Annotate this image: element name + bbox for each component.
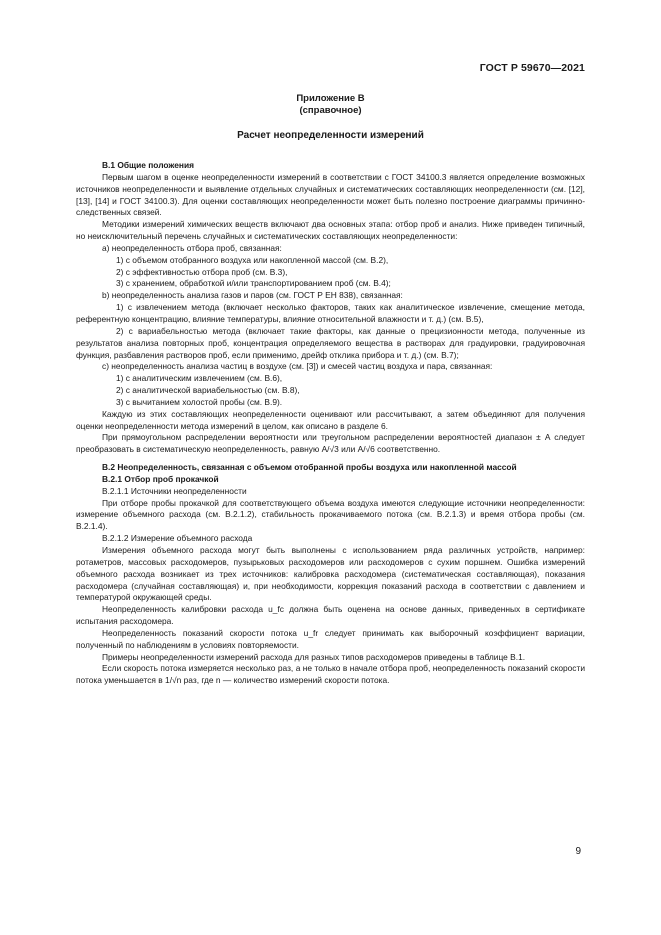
list-item: 2) с аналитической вариабельностью (см. В.8),: [116, 385, 300, 396]
paragraph: Первым шагом в оценке неопределенности измерений в соответствии с ГОСТ 34100.3 является определение возможных источников неопределенности и выявление отдельных случайных и систематических составляющих неопределенности (см. [12], [13], [14] и ГОСТ 34100.3). Для оценки составляющих неопределенности может быть полезно построение диаграммы причинно-следственных связей.: [76, 171, 585, 218]
section-b2-title: В.2 Неопределенность, связанная с объемом отобранной пробы воздуха или накопленной массой: [102, 462, 517, 473]
paragraph: При прямоугольном распределении вероятности или треугольном распределении вероятностей диапазон ± A следует преобразовать в систематическую неопределенность, равную A/√3 или A/√6 соответственно.: [76, 432, 585, 455]
list-item: 2) с вариабельностью метода (включает такие факторы, как данные о прецизионности метода, полученные из результатов анализа повторных проб, концентрация определяемого вещества в растворах для градуировки, градуировочная функция, разбавления растворов проб, если применимо, дрейф отклика прибора и т. д.) (см. В.7);: [76, 325, 585, 360]
section-b21-title: В.2.1 Отбор проб прокачкой: [102, 473, 219, 484]
list-item: b) неопределенность анализа газов и паров (см. ГОСТ Р ЕН 838), связанная:: [102, 290, 403, 301]
list-item: 3) с хранением, обработкой и/или транспортированием проб (см. В.4);: [116, 278, 391, 289]
list-item: 3) с вычитанием холостой пробы (см. В.9).: [116, 396, 283, 407]
paragraph: Неопределенность показаний скорости потока u_fr следует принимать как выборочный коэффициент вариации, полученный по наблюдениям в условиях повторяемости.: [76, 627, 585, 650]
list-item: а) неопределенность отбора проб, связанная:: [102, 242, 282, 253]
paragraph: Неопределенность калибровки расхода u_fc должна быть оценена на основе данных, приведенных в сертификате испытания расходомера.: [76, 604, 585, 627]
subsection-title: В.2.1.2 Измерение объемного расхода: [102, 533, 253, 544]
paragraph: Измерения объемного расхода могут быть выполнены с использованием ряда различных устройств, например: ротаметров, массовых расходомеров, пузырьковых расходомеров или расходомеров с сухим поршнем. Ошибка измерений объемного расхода возникает из трех источников: калибровка расходомера (систематическая составляющая), показания расходомера (случайная составляющая) и, при необходимости, коррекция показаний расхода в соответствии с давлением и температурой окружающей среды.: [76, 545, 585, 603]
paragraph: Если скорость потока измеряется несколько раз, а не только в начале отбора проб, неопределенность показаний скорости потока уменьшается в 1/√n раз, где n — количество измерений скорости потока.: [76, 663, 585, 686]
paragraph: Каждую из этих составляющих неопределенности оценивают или рассчитывают, а затем объединяют для получения оценки неопределенности метода измерений в целом, как описано в разделе 6.: [76, 408, 585, 431]
standard-header: ГОСТ Р 59670—2021: [479, 62, 585, 74]
page-number: 9: [575, 846, 581, 857]
list-item: с) неопределенность анализа частиц в воздухе (см. [3]) и смесей частиц воздуха и пара, связанная:: [102, 361, 493, 372]
list-item: 2) с эффективностью отбора проб (см. В.3),: [116, 266, 288, 277]
paragraph: При отборе пробы прокачкой для соответствующего объема воздуха имеются следующие источники неопределенности: измерение объемного расхода (см. В.2.1.2), стабильность прокачиваемого потока (см. В.2.1.3) и время отбора пробы (см. В.2.1.4).: [76, 497, 585, 532]
list-item: 1) с объемом отобранного воздуха или накопленной массой (см. В.2),: [116, 254, 389, 265]
document-body: [76, 160, 585, 687]
appendix-subtitle: (справочное): [299, 105, 362, 116]
appendix-heading: Расчет неопределенности измерений: [237, 130, 424, 141]
paragraph: Примеры неопределенности измерений расхода для разных типов расходомеров приведены в таблице В.1.: [102, 651, 526, 662]
list-item: 1) с аналитическим извлечением (см. В.6),: [116, 373, 283, 384]
appendix-title: Приложение В: [296, 93, 365, 104]
subsection-title: В.2.1.1 Источники неопределенности: [102, 485, 247, 496]
section-b1-title: В.1 Общие положения: [102, 160, 195, 170]
paragraph: Методики измерений химических веществ включают два основных этапа: отбор проб и анализ. Ниже приведен типичный, но неисключительный перечень случайных и систематических составляющих неопределенности:: [76, 219, 585, 242]
list-item: 1) с извлечением метода (включает несколько факторов, таких как аналитическое извлечение, смещение метода, референтную концентрацию, влияние температуры, влияние относительной влажности и т. д.) (см. В.5),: [76, 302, 585, 324]
